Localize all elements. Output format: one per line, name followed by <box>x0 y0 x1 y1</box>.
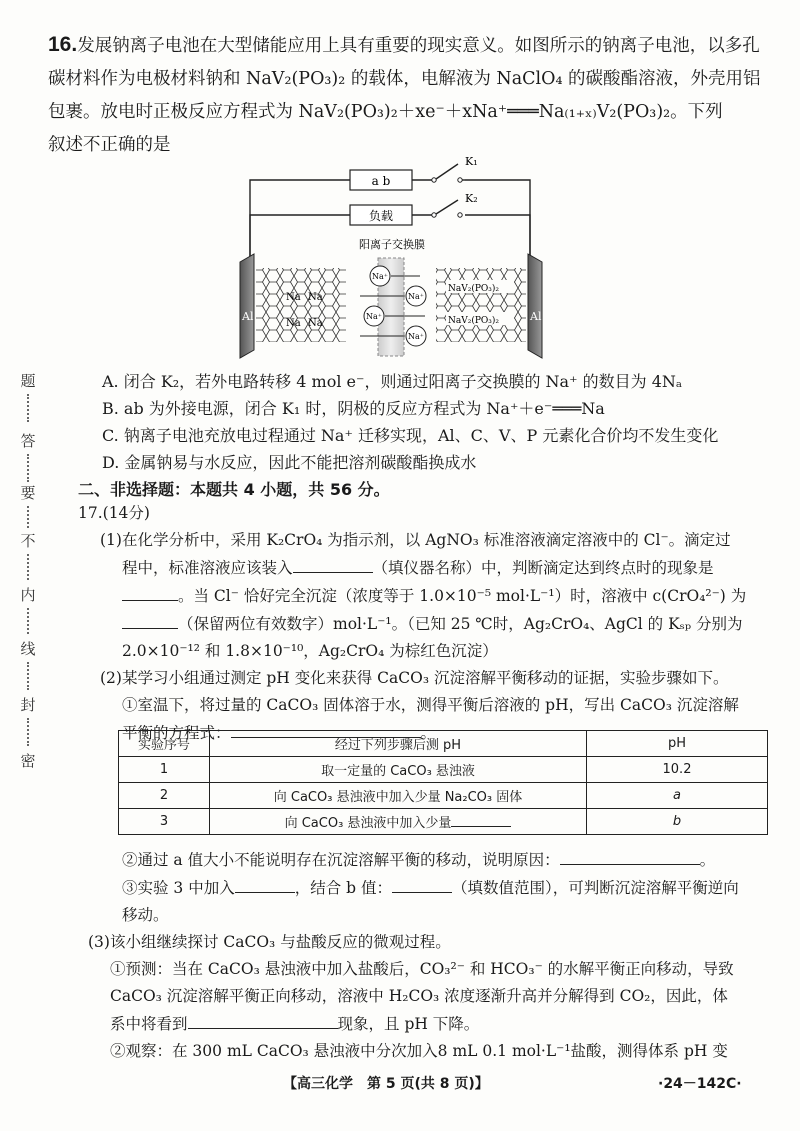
table-cell: 2 <box>119 783 210 809</box>
table-cell: 3 <box>119 809 210 835</box>
answer-blank[interactable] <box>122 610 178 629</box>
answer-blank[interactable] <box>392 874 452 893</box>
q17-line: ①室温下，将过量的 CaCO₃ 固体溶于水，测得平衡后溶液的 pH，写出 CaCO₃ 沉淀溶解 <box>122 696 739 714</box>
na-ion-label: Na⁺ <box>408 332 424 341</box>
q16-stem-line: 叙述不正确的是 <box>48 135 171 155</box>
q17-line: CaCO₃ 沉淀溶解平衡正向移动，溶液中 H₂CO₃ 浓度逐渐升高并分解得到 CO₂，因此，体 <box>110 987 728 1005</box>
footer-code: ·24－142C· <box>658 1076 742 1092</box>
seal-char: 题 <box>20 372 36 390</box>
seal-char: 封 <box>20 696 36 714</box>
section-title: 二、非选择题：本题共 4 小题，共 56 分。 <box>78 480 390 499</box>
q17-line: 程中，标准溶液应该装入 <box>122 559 293 577</box>
load-label: 负载 <box>368 209 394 223</box>
membrane-label: 阳离子交换膜 <box>359 238 425 251</box>
table-cell: 取一定量的 CaCO₃ 悬浊液 <box>210 757 587 783</box>
switch-k1 <box>436 164 458 179</box>
right-al-electrode <box>528 254 542 358</box>
na-label: Na <box>308 292 323 303</box>
na-label: Na <box>308 318 323 329</box>
seal-char: 要 <box>20 484 36 502</box>
question-16 <box>48 28 768 162</box>
q17-line: (1)在化学分析中，采用 K₂CrO₄ 为指示剂，以 AgNO₃ 标准溶液滴定溶液中的 Cl⁻。滴定过 <box>100 531 731 549</box>
na-label: Na <box>286 292 301 303</box>
q16-stem-line: 包裹。放电时正极反应方程式为 NaV₂(PO₃)₂＋xe⁻＋xNa⁺═══Na₍₁₊ₓ₎V₂(PO₃)₂。下列 <box>48 102 723 122</box>
question-number: 16. <box>48 33 78 56</box>
q17-continued <box>78 846 778 1065</box>
na-ion-label: Na⁺ <box>372 272 388 281</box>
footer-page-info: 【高三化学 第 5 页(共 8 页)】 <box>283 1076 489 1092</box>
answer-blank[interactable] <box>293 554 373 573</box>
period: 。 <box>420 724 437 742</box>
period: 。 <box>699 851 716 869</box>
table-row <box>119 757 768 783</box>
k2-label: K₂ <box>465 192 478 205</box>
table-cell-text: 向 CaCO₃ 悬浊液中加入少量 <box>284 816 452 831</box>
table-header-row <box>119 731 768 757</box>
table-row <box>119 783 768 809</box>
q16-stem-line: 发展钠离子电池在大型储能应用上具有重要的现实意义。如图所示的钠离子电池，以多孔 <box>77 36 760 56</box>
option-b: B. ab 为外接电源，闭合 K₁ 时，阴极的反应方程式为 Na⁺＋e⁻═══Na <box>102 399 605 418</box>
seal-char: 答 <box>20 432 36 450</box>
na-ion-label: Na⁺ <box>408 292 424 301</box>
answer-blank[interactable] <box>451 812 511 827</box>
answer-blank[interactable] <box>188 1010 338 1029</box>
table-header: 经过下列步骤后测 pH <box>210 731 587 757</box>
al-label-right: Al <box>530 310 542 323</box>
switch-k2 <box>436 200 458 214</box>
q17-line: ③实验 3 中加入 <box>122 879 235 897</box>
al-label-left: Al <box>242 310 254 323</box>
q17-line: (2)某学习小组通过测定 pH 变化来获得 CaCO₃ 沉淀溶解平衡移动的证据，实验步骤如下。 <box>100 669 729 687</box>
wire <box>250 180 350 260</box>
seal-char: 内 <box>20 586 36 604</box>
q17-line: (3)该小组继续探讨 CaCO₃ 与盐酸反应的微观过程。 <box>88 933 451 951</box>
q17-line: ②通过 a 值大小不能说明存在沉淀溶解平衡的移动，说明原因： <box>122 851 560 869</box>
switch-terminal <box>432 178 436 182</box>
seal-char: 不 <box>20 532 36 550</box>
table-header: 实验序号 <box>119 731 210 757</box>
table-cell: 向 CaCO₃ 悬浊液中加入少量 Na₂CO₃ 固体 <box>210 783 587 809</box>
na-ion-label: Na⁺ <box>366 312 382 321</box>
q16-stem-line: 碳材料作为电极材料钠和 NaV₂(PO₃)₂ 的载体，电解液为 NaClO₄ 的碳酸酯溶液，外壳用铝 <box>48 69 761 89</box>
ab-label: a b <box>371 174 391 188</box>
experiment-table <box>118 730 768 835</box>
q17-line: 移动。 <box>122 906 169 924</box>
answer-blank[interactable] <box>235 874 295 893</box>
q17-line: 2.0×10⁻¹² 和 1.8×10⁻¹⁰，Ag₂CrO₄ 为棕红色沉淀） <box>122 642 498 660</box>
seal-char: 线 <box>20 640 36 658</box>
table-header: pH <box>587 731 768 757</box>
option-a: A. 闭合 K₂，若外电路转移 4 mol e⁻，则通过阳离子交换膜的 Na⁺ 的数目为 4Nₐ <box>102 372 683 391</box>
q17-line: 平衡的方程式： <box>122 724 231 742</box>
question-17 <box>78 500 778 747</box>
option-c: C. 钠离子电池充放电过程通过 Na⁺ 迁移实现，Al、C、V、P 元素化合价均不发生变化 <box>102 426 719 445</box>
k1-label: K₁ <box>465 155 478 168</box>
option-d: D. 金属钠易与水反应，因此不能把溶剂碳酸酯换成水 <box>102 453 477 472</box>
left-al-electrode <box>240 254 254 358</box>
answer-blank[interactable] <box>560 846 700 865</box>
nav2po3-label: NaV₂(PO₃)₂ <box>448 316 500 326</box>
q17-line: 系中将看到 <box>110 1015 188 1033</box>
q17-line: 现象，且 pH 下降。 <box>337 1015 480 1033</box>
table-row <box>119 809 768 835</box>
seal-char: 密 <box>20 752 36 770</box>
nav2po3-label: NaV₂(PO₃)₂ <box>448 284 500 294</box>
table-cell: a <box>587 783 768 809</box>
right-carbon-layers <box>436 268 526 342</box>
q16-options <box>102 368 762 476</box>
table-cell: b <box>587 809 768 835</box>
q17-line: （填数值范围），可判断沉淀溶解平衡逆向 <box>452 879 739 897</box>
q17-line: ①预测：当在 CaCO₃ 悬浊液中加入盐酸后，CO₃²⁻ 和 HCO₃⁻ 的水解平衡正向移动，导致 <box>110 960 734 978</box>
left-carbon-layers <box>256 268 346 342</box>
na-label: Na <box>286 318 301 329</box>
table-cell: 1 <box>119 757 210 783</box>
table-cell: 10.2 <box>587 757 768 783</box>
q17-line: （保留两位有效数字）mol·L⁻¹。（已知 25 ℃时，Ag₂CrO₄、AgCl 的 Kₛₚ 分别为 <box>178 615 743 633</box>
q17-line: （填仪器名称）中，判断滴定达到终点时的现象是 <box>372 559 714 577</box>
q17-line: 。当 Cl⁻ 恰好完全沉淀（浓度等于 1.0×10⁻⁵ mol·L⁻¹）时，溶液中 c(CrO₄²⁻) 为 <box>178 587 747 605</box>
sodium-ion-battery-diagram <box>210 150 570 370</box>
q17-head: 17.(14分) <box>78 504 150 522</box>
answer-blank[interactable] <box>122 582 178 601</box>
table-cell-with-blank <box>210 809 587 835</box>
q17-line: ，结合 b 值： <box>294 879 392 897</box>
q17-line: ②观察：在 300 mL CaCO₃ 悬浊液中分次加入8 mL 0.1 mol·L⁻¹盐酸，测得体系 pH 变 <box>110 1042 728 1060</box>
